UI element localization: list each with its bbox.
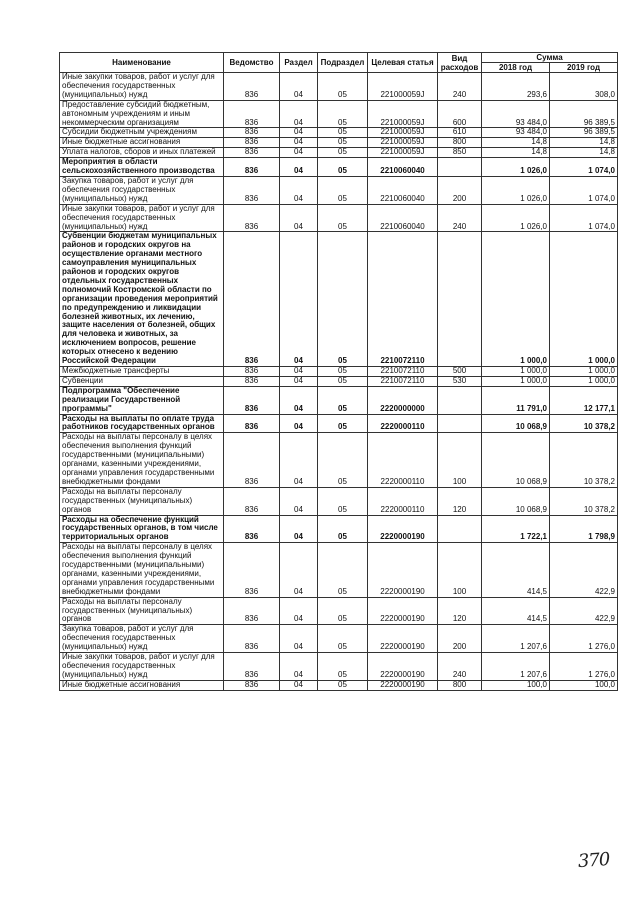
row-expense-type: 800	[438, 680, 482, 690]
row-target-article: 2210060040	[368, 176, 438, 204]
row-sum-2019: 1 000,0	[550, 376, 618, 386]
row-expense-type	[438, 158, 482, 177]
row-name: Субвенции	[60, 376, 224, 386]
table-row	[60, 367, 618, 377]
row-sum-2019: 1 074,0	[550, 176, 618, 204]
row-expense-type: 530	[438, 376, 482, 386]
row-sum-2018: 1 207,6	[482, 625, 550, 653]
row-razdel: 04	[280, 158, 318, 177]
row-razdel: 04	[280, 232, 318, 367]
row-sum-2018: 10 068,9	[482, 414, 550, 433]
row-podrazdel: 05	[318, 232, 368, 367]
row-podrazdel: 05	[318, 204, 368, 232]
row-expense-type: 610	[438, 128, 482, 138]
row-expense-type: 100	[438, 543, 482, 597]
row-sum-2018: 93 484,0	[482, 100, 550, 128]
row-expense-type: 120	[438, 487, 482, 515]
table-row	[60, 680, 618, 690]
row-podrazdel: 05	[318, 543, 368, 597]
row-vedomstvo: 836	[224, 414, 280, 433]
row-vedomstvo: 836	[224, 138, 280, 148]
row-podrazdel: 05	[318, 158, 368, 177]
row-razdel: 04	[280, 515, 318, 543]
table-row	[60, 625, 618, 653]
row-vedomstvo: 836	[224, 625, 280, 653]
row-target-article: 2220000190	[368, 597, 438, 625]
row-target-article: 2220000190	[368, 680, 438, 690]
row-target-article: 2220000190	[368, 543, 438, 597]
row-podrazdel: 05	[318, 653, 368, 681]
row-razdel: 04	[280, 148, 318, 158]
row-expense-type: 120	[438, 597, 482, 625]
row-expense-type: 200	[438, 625, 482, 653]
row-target-article: 2210072110	[368, 376, 438, 386]
row-razdel: 04	[280, 376, 318, 386]
row-sum-2018: 11 791,0	[482, 386, 550, 414]
row-expense-type: 100	[438, 433, 482, 487]
table-row	[60, 158, 618, 177]
row-razdel: 04	[280, 204, 318, 232]
row-razdel: 04	[280, 543, 318, 597]
row-name: Иные закупки товаров, работ и услуг для обеспечения государственных (муниципальных) нужд	[60, 204, 224, 232]
row-target-article: 2220000190	[368, 625, 438, 653]
row-razdel: 04	[280, 386, 318, 414]
row-name: Иные бюджетные ассигнования	[60, 680, 224, 690]
row-vedomstvo: 836	[224, 128, 280, 138]
row-sum-2019: 100,0	[550, 680, 618, 690]
row-podrazdel: 05	[318, 597, 368, 625]
table-row	[60, 543, 618, 597]
row-sum-2019: 10 378,2	[550, 433, 618, 487]
row-sum-2019: 12 177,1	[550, 386, 618, 414]
row-vedomstvo: 836	[224, 158, 280, 177]
row-expense-type: 200	[438, 176, 482, 204]
row-sum-2019: 96 389,5	[550, 128, 618, 138]
row-podrazdel: 05	[318, 176, 368, 204]
row-podrazdel: 05	[318, 433, 368, 487]
table-row	[60, 515, 618, 543]
row-name: Уплата налогов, сборов и иных платежей	[60, 148, 224, 158]
row-name: Мероприятия в области сельскохозяйственного производства	[60, 158, 224, 177]
row-name: Субвенции бюджетам муниципальных районов и городских округов на осуществление органами местного самоуправления муниципальных районов и городских округов отдельных государственных полномочий Костромской области по организации проведения мероприятий по предупреждению и ликвидации болезней животных, их лечению, защите населения от болезней, общих для человека и животных, за исключением вопросов, решение которых отнесено к ведению Российской Федерации	[60, 232, 224, 367]
row-expense-type: 800	[438, 138, 482, 148]
row-name: Подпрограмма "Обеспечение реализации Государственной программы"	[60, 386, 224, 414]
row-vedomstvo: 836	[224, 433, 280, 487]
row-expense-type	[438, 386, 482, 414]
row-razdel: 04	[280, 625, 318, 653]
row-vedomstvo: 836	[224, 680, 280, 690]
row-sum-2019: 10 378,2	[550, 414, 618, 433]
row-name: Иные закупки товаров, работ и услуг для обеспечения государственных (муниципальных) нужд	[60, 73, 224, 101]
table-row	[60, 414, 618, 433]
row-podrazdel: 05	[318, 414, 368, 433]
table-body	[60, 73, 618, 691]
row-sum-2018: 1 000,0	[482, 376, 550, 386]
row-vedomstvo: 836	[224, 73, 280, 101]
row-expense-type	[438, 515, 482, 543]
table-row	[60, 128, 618, 138]
table-row	[60, 232, 618, 367]
header-razdel: Раздел	[280, 53, 318, 73]
row-sum-2019: 422,9	[550, 597, 618, 625]
row-sum-2018: 1 026,0	[482, 158, 550, 177]
row-name: Расходы на выплаты персоналу в целях обеспечения выполнения функций государственными (муниципальными) органами, казенными учреждениями, органами управления государственными внебюджетными фондами	[60, 543, 224, 597]
row-razdel: 04	[280, 367, 318, 377]
header-expense-type: Вид расходов	[438, 53, 482, 73]
row-expense-type: 850	[438, 148, 482, 158]
row-podrazdel: 05	[318, 138, 368, 148]
row-sum-2018: 10 068,9	[482, 487, 550, 515]
row-sum-2018: 93 484,0	[482, 128, 550, 138]
row-sum-2019: 1 000,0	[550, 232, 618, 367]
row-target-article: 221000059J	[368, 148, 438, 158]
row-podrazdel: 05	[318, 680, 368, 690]
row-sum-2018: 1 026,0	[482, 176, 550, 204]
row-razdel: 04	[280, 597, 318, 625]
row-vedomstvo: 836	[224, 100, 280, 128]
row-target-article: 2220000190	[368, 515, 438, 543]
row-target-article: 2220000000	[368, 386, 438, 414]
row-target-article: 2220000110	[368, 414, 438, 433]
row-sum-2018: 1 026,0	[482, 204, 550, 232]
row-vedomstvo: 836	[224, 176, 280, 204]
table-row	[60, 138, 618, 148]
row-name: Закупка товаров, работ и услуг для обеспечения государственных (муниципальных) нужд	[60, 625, 224, 653]
handwritten-page-number: 370	[577, 848, 611, 873]
header-podrazdel: Подраздел	[318, 53, 368, 73]
row-vedomstvo: 836	[224, 543, 280, 597]
budget-table	[59, 52, 618, 691]
row-sum-2019: 1 074,0	[550, 158, 618, 177]
row-target-article: 221000059J	[368, 100, 438, 128]
row-sum-2019: 10 378,2	[550, 487, 618, 515]
row-name: Субсидии бюджетным учреждениям	[60, 128, 224, 138]
row-sum-2018: 1 207,6	[482, 653, 550, 681]
row-target-article: 221000059J	[368, 128, 438, 138]
row-sum-2019: 422,9	[550, 543, 618, 597]
row-vedomstvo: 836	[224, 597, 280, 625]
table-row	[60, 487, 618, 515]
row-target-article: 2210072110	[368, 232, 438, 367]
table-row	[60, 204, 618, 232]
row-vedomstvo: 836	[224, 386, 280, 414]
row-podrazdel: 05	[318, 515, 368, 543]
row-sum-2018: 1 722,1	[482, 515, 550, 543]
row-razdel: 04	[280, 433, 318, 487]
row-sum-2018: 414,5	[482, 543, 550, 597]
row-razdel: 04	[280, 100, 318, 128]
row-razdel: 04	[280, 128, 318, 138]
table-row	[60, 653, 618, 681]
row-razdel: 04	[280, 176, 318, 204]
row-sum-2018: 14,8	[482, 148, 550, 158]
row-target-article: 221000059J	[368, 138, 438, 148]
header-summa: Сумма	[482, 53, 618, 63]
row-target-article: 2210072110	[368, 367, 438, 377]
table-row	[60, 73, 618, 101]
row-name: Расходы на выплаты по оплате труда работников государственных органов	[60, 414, 224, 433]
row-sum-2018: 414,5	[482, 597, 550, 625]
header-vedomstvo: Ведомство	[224, 53, 280, 73]
row-sum-2019: 1 276,0	[550, 653, 618, 681]
row-podrazdel: 05	[318, 148, 368, 158]
row-razdel: 04	[280, 487, 318, 515]
row-sum-2019: 1 276,0	[550, 625, 618, 653]
row-target-article: 2220000190	[368, 653, 438, 681]
row-vedomstvo: 836	[224, 204, 280, 232]
row-vedomstvo: 836	[224, 653, 280, 681]
row-vedomstvo: 836	[224, 515, 280, 543]
row-podrazdel: 05	[318, 386, 368, 414]
row-sum-2019: 1 000,0	[550, 367, 618, 377]
row-target-article: 2220000110	[368, 433, 438, 487]
row-expense-type: 240	[438, 653, 482, 681]
table-row	[60, 376, 618, 386]
header-year-2018: 2018 год	[482, 63, 550, 73]
table-row	[60, 597, 618, 625]
table-row	[60, 386, 618, 414]
row-sum-2018: 10 068,9	[482, 433, 550, 487]
row-expense-type: 240	[438, 204, 482, 232]
row-target-article: 2210060040	[368, 158, 438, 177]
row-sum-2018: 1 000,0	[482, 232, 550, 367]
table-row	[60, 100, 618, 128]
row-sum-2019: 14,8	[550, 148, 618, 158]
row-expense-type	[438, 414, 482, 433]
row-expense-type: 500	[438, 367, 482, 377]
header-target-article: Целевая статья	[368, 53, 438, 73]
row-vedomstvo: 836	[224, 487, 280, 515]
row-razdel: 04	[280, 653, 318, 681]
row-podrazdel: 05	[318, 376, 368, 386]
row-vedomstvo: 836	[224, 367, 280, 377]
header-name: Наименование	[60, 53, 224, 73]
row-name: Расходы на выплаты персоналу государственных (муниципальных) органов	[60, 597, 224, 625]
row-sum-2019: 1 074,0	[550, 204, 618, 232]
budget-table-page	[59, 52, 618, 691]
table-row	[60, 176, 618, 204]
row-sum-2019: 96 389,5	[550, 100, 618, 128]
header-year-2019: 2019 год	[550, 63, 618, 73]
row-sum-2019: 14,8	[550, 138, 618, 148]
row-sum-2019: 308,0	[550, 73, 618, 101]
row-target-article: 221000059J	[368, 73, 438, 101]
row-podrazdel: 05	[318, 487, 368, 515]
row-vedomstvo: 836	[224, 148, 280, 158]
row-razdel: 04	[280, 680, 318, 690]
row-name: Иные бюджетные ассигнования	[60, 138, 224, 148]
row-name: Межбюджетные трансферты	[60, 367, 224, 377]
row-name: Закупка товаров, работ и услуг для обеспечения государственных (муниципальных) нужд	[60, 176, 224, 204]
row-podrazdel: 05	[318, 73, 368, 101]
row-name: Расходы на выплаты персоналу государственных (муниципальных) органов	[60, 487, 224, 515]
table-row	[60, 433, 618, 487]
row-sum-2019: 1 798,9	[550, 515, 618, 543]
row-razdel: 04	[280, 138, 318, 148]
row-sum-2018: 14,8	[482, 138, 550, 148]
table-row	[60, 148, 618, 158]
row-sum-2018: 293,6	[482, 73, 550, 101]
row-name: Расходы на обеспечение функций государственных органов, в том числе территориальных органов	[60, 515, 224, 543]
row-target-article: 2210060040	[368, 204, 438, 232]
row-sum-2018: 1 000,0	[482, 367, 550, 377]
row-podrazdel: 05	[318, 367, 368, 377]
row-name: Расходы на выплаты персоналу в целях обеспечения выполнения функций государственными (муниципальными) органами, казенными учреждениями, органами управления государственными внебюджетными фондами	[60, 433, 224, 487]
row-target-article: 2220000110	[368, 487, 438, 515]
row-name: Иные закупки товаров, работ и услуг для обеспечения государственных (муниципальных) нужд	[60, 653, 224, 681]
row-razdel: 04	[280, 414, 318, 433]
row-vedomstvo: 836	[224, 376, 280, 386]
row-podrazdel: 05	[318, 625, 368, 653]
row-vedomstvo: 836	[224, 232, 280, 367]
row-podrazdel: 05	[318, 128, 368, 138]
row-expense-type: 600	[438, 100, 482, 128]
row-expense-type: 240	[438, 73, 482, 101]
row-razdel: 04	[280, 73, 318, 101]
row-name: Предоставление субсидий бюджетным, автономным учреждениям и иным некоммерческим организациям	[60, 100, 224, 128]
row-expense-type	[438, 232, 482, 367]
row-sum-2018: 100,0	[482, 680, 550, 690]
row-podrazdel: 05	[318, 100, 368, 128]
